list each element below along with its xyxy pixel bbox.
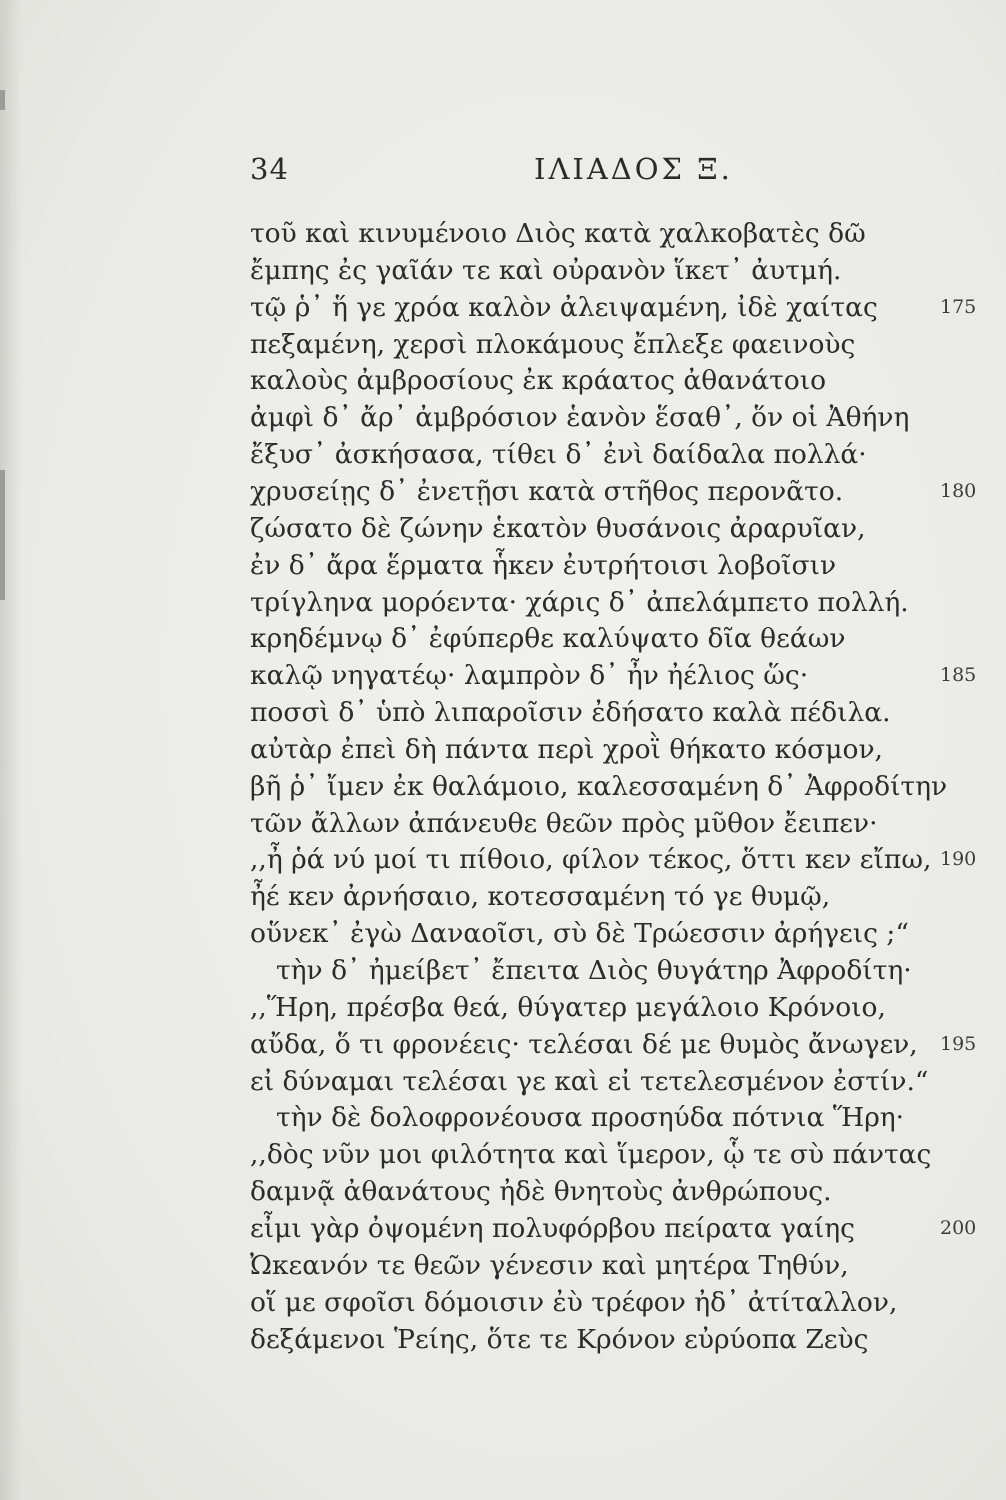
line-number: 185 bbox=[940, 664, 977, 687]
page-header bbox=[250, 152, 940, 192]
verse-text: χρυσείῃς δ᾽ ἐνετῇσι κατὰ στῆθος περονᾶτο. bbox=[250, 475, 844, 507]
verse-text: οὕνεκ᾽ ἐγὼ Δαναοῖσι, σὺ δὲ Τρώεσσιν ἀρήγεις ;“ bbox=[250, 918, 909, 950]
verse-text: τῶν ἄλλων ἀπάνευθε θεῶν πρὸς μῦθον ἔειπεν· bbox=[250, 807, 878, 839]
verse-text: καλῷ νηγατέῳ· λαμπρὸν δ᾽ ἦν ἠέλιος ὥς· bbox=[250, 660, 809, 692]
edge-mark bbox=[0, 90, 5, 110]
line-number: 190 bbox=[940, 848, 977, 871]
verse-block bbox=[250, 212, 990, 1372]
line-number: 180 bbox=[940, 479, 977, 502]
verse-text: εἶμι γὰρ ὀψομένη πολυφόρβου πείρατα γαίης bbox=[250, 1212, 855, 1244]
verse-text: κρηδέμνῳ δ᾽ ἐφύπερθε καλύψατο δῖα θεάων bbox=[250, 623, 846, 655]
verse-text: δαμνᾷ ἀθανάτους ἠδὲ θνητοὺς ἀνθρώπους. bbox=[250, 1176, 832, 1208]
verse-text: ἐν δ᾽ ἄρα ἕρματα ἧκεν ἐυτρήτοισι λοβοῖσιν bbox=[250, 549, 837, 581]
verse-text: τρίγληνα μορόεντα· χάρις δ᾽ ἀπελάμπετο πολλή. bbox=[250, 586, 909, 618]
verse-text: οἵ με σφοῖσι δόμοισιν ἐὺ τρέφον ἠδ᾽ ἀτίταλλον, bbox=[250, 1286, 898, 1318]
verse-text: εἰ δύναμαι τελέσαι γε καὶ εἰ τετελεσμένον ἐστίν.“ bbox=[250, 1065, 929, 1097]
verse-text: τῷ ῥ᾽ ἥ γε χρόα καλὸν ἀλειψαμένη, ἰδὲ χαίτας bbox=[250, 291, 878, 323]
verse-text: ,,δὸς νῦν μοι φιλότητα καὶ ἵμερον, ᾧ τε σὺ πάντας bbox=[250, 1139, 932, 1171]
verse-text: ἔξυσ᾽ ἀσκήσασα, τίθει δ᾽ ἐνὶ δαίδαλα πολλά· bbox=[250, 439, 867, 471]
verse-text: τὴν δ᾽ ἠμείβετ᾽ ἔπειτα Διὸς θυγάτηρ Ἀφροδίτη· bbox=[276, 955, 912, 986]
verse-text: δεξάμενοι Ῥείης, ὅτε τε Κρόνον εὐρύοπα Ζεὺς bbox=[250, 1323, 869, 1355]
verse-text: τὴν δὲ δολοφρονέουσα προσηύδα πότνια Ἥρη· bbox=[276, 1102, 905, 1134]
verse-text: ἔμπης ἐς γαῖάν τε καὶ οὐρανὸν ἵκετ᾽ ἀυτμή. bbox=[250, 254, 842, 286]
line-number: 200 bbox=[940, 1216, 977, 1239]
running-title: ΙΛΙΑΔΟΣ Ξ. bbox=[534, 152, 733, 186]
verse-text: ἀμφὶ δ᾽ ἄρ᾽ ἀμβρόσιον ἑανὸν ἕσαθ᾽, ὅν οἱ Ἀθήνη bbox=[250, 402, 910, 434]
edge-mark bbox=[0, 470, 5, 600]
verse-text: πεξαμένη, χερσὶ πλοκάμους ἔπλεξε φαεινοὺς bbox=[250, 328, 856, 360]
verse-text: αὔδα, ὅ τι φρονέεις· τελέσαι δέ με θυμὸς ἄνωγεν, bbox=[250, 1028, 918, 1060]
verse-text: ἦέ κεν ἀρνήσαιο, κοτεσσαμένη τό γε θυμῷ, bbox=[250, 881, 831, 913]
verse-text: ποσσὶ δ᾽ ὑπὸ λιπαροῖσιν ἐδήσατο καλὰ πέδιλα. bbox=[250, 697, 891, 729]
gutter-shadow bbox=[0, 0, 22, 1500]
verse-text: ,,Ἥρη, πρέσβα θεά, θύγατερ μεγάλοιο Κρόνοιο, bbox=[250, 991, 886, 1023]
verse-text: βῆ ῥ᾽ ἴμεν ἐκ θαλάμοιο, καλεσσαμένη δ᾽ Ἀφροδίτην bbox=[250, 770, 948, 802]
line-number: 175 bbox=[940, 295, 977, 318]
verse-text: ,,ἦ ῥά νύ μοί τι πίθοιο, φίλον τέκος, ὅττι κεν εἴπω, bbox=[250, 844, 932, 876]
verse-line bbox=[250, 1318, 990, 1362]
verse-text: καλοὺς ἀμβροσίους ἐκ κράατος ἀθανάτοιο bbox=[250, 365, 827, 397]
verse-text: αὐτὰρ ἐπεὶ δὴ πάντα περὶ χροῒ θήκατο κόσμον, bbox=[250, 733, 883, 765]
verse-text: Ὠκεανόν τε θεῶν γένεσιν καὶ μητέρα Τηθύν, bbox=[250, 1249, 849, 1281]
verse-text: τοῦ καὶ κινυμένοιο Διὸς κατὰ χαλκοβατὲς δῶ bbox=[250, 218, 866, 249]
page-number: 34 bbox=[250, 152, 289, 186]
line-number: 195 bbox=[940, 1032, 977, 1055]
verse-text: ζώσατο δὲ ζώνην ἑκατὸν θυσάνοις ἀραρυῖαν, bbox=[250, 512, 866, 544]
